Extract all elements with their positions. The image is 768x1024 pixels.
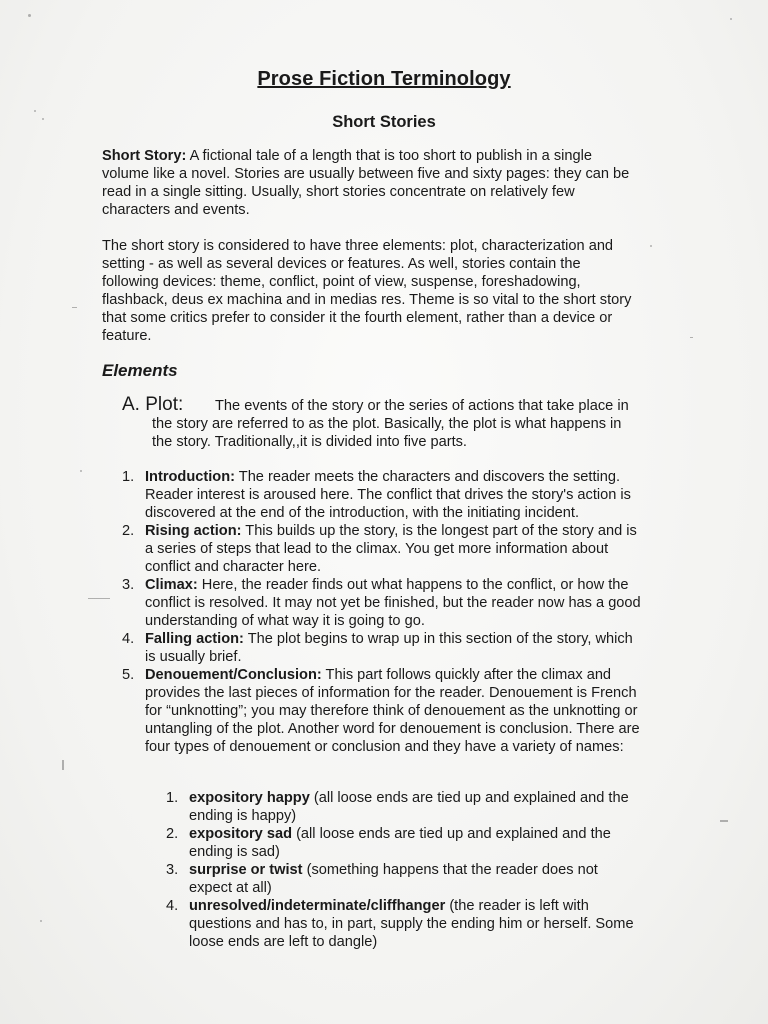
list-text: The reader meets the characters and discovers the setting. Reader interest is aroused here. The conflict that drives the story's action is discovered at the end of the introduction, with the initiating incident. bbox=[145, 469, 631, 521]
plot-definition bbox=[122, 396, 642, 451]
list-item bbox=[146, 897, 636, 951]
scan-speck bbox=[62, 760, 64, 770]
list-text: (all loose ends are tied up and explained and the ending is happy) bbox=[189, 790, 629, 824]
list-item bbox=[146, 861, 636, 897]
scan-speck bbox=[80, 470, 82, 472]
plot-parts-list bbox=[102, 468, 642, 756]
list-number: 1. bbox=[166, 790, 179, 806]
list-term: Rising action: bbox=[145, 523, 242, 539]
list-item bbox=[102, 576, 642, 630]
list-term: Falling action: bbox=[145, 631, 244, 647]
scan-speck bbox=[650, 245, 652, 247]
list-number: 4. bbox=[122, 631, 135, 647]
list-text: (all loose ends are tied up and explained and the ending is sad) bbox=[189, 826, 611, 860]
list-term: expository happy bbox=[189, 790, 310, 806]
denouement-types-list bbox=[146, 789, 636, 951]
intro-paragraph bbox=[102, 147, 632, 219]
list-item bbox=[146, 789, 636, 825]
scan-speck bbox=[34, 110, 36, 112]
list-text: This builds up the story, is the longest part of the story and is a series of steps that lead to the climax. You get more information about conflict and character here. bbox=[145, 523, 637, 575]
scan-speck bbox=[690, 337, 693, 338]
list-text: (the reader is left with questions and has to, in part, supply the ending him or herself. Some loose ends are left to dangle) bbox=[189, 898, 634, 950]
page-title: Prose Fiction Terminology bbox=[257, 68, 511, 90]
list-number: 4. bbox=[166, 898, 179, 914]
list-number: 3. bbox=[166, 862, 179, 878]
list-number: 1. bbox=[122, 469, 135, 485]
list-term: surprise or twist bbox=[189, 862, 303, 878]
list-term: expository sad bbox=[189, 826, 293, 842]
list-item bbox=[102, 468, 642, 522]
list-term: Introduction: bbox=[145, 469, 235, 485]
list-number: 3. bbox=[122, 577, 135, 593]
list-number: 2. bbox=[122, 523, 135, 539]
list-text: Here, the reader finds out what happens to the conflict, or how the conflict is resolved. It may not yet be finished, but the reader now has a good understanding of what way it is going to go. bbox=[145, 577, 641, 629]
list-item bbox=[146, 825, 636, 861]
scan-speck bbox=[40, 920, 42, 922]
list-item bbox=[102, 522, 642, 576]
list-item bbox=[102, 666, 642, 756]
list-number: 2. bbox=[166, 826, 179, 842]
list-text: The plot begins to wrap up in this section of the story, which is usually brief. bbox=[145, 631, 633, 665]
scan-speck bbox=[28, 14, 31, 17]
scan-speck bbox=[720, 820, 728, 822]
list-text: (something happens that the reader does not expect at all) bbox=[189, 862, 598, 896]
list-number: 5. bbox=[122, 667, 135, 683]
list-term: Climax: bbox=[145, 577, 198, 593]
list-item bbox=[102, 630, 642, 666]
intro-term: Short Story: bbox=[102, 148, 187, 164]
list-term: unresolved/indeterminate/cliffhanger bbox=[189, 898, 446, 914]
section-subtitle: Short Stories bbox=[332, 113, 436, 131]
list-text: This part follows quickly after the climax and provides the last pieces of information for the reader. Denouement is French for “unknotting”; you may therefore think of denouement as the unknotting or untangling of the plot. Another word for denouement is conclusion. There are four types of denouement or conclusion and they have a variety of names: bbox=[145, 667, 640, 755]
plot-text: The events of the story or the series of actions that take place in the story are referred to as the plot. Basically, the plot is what happens in the story. Traditionally,,it is divided into five parts. bbox=[152, 398, 629, 450]
scan-speck bbox=[72, 307, 77, 308]
scan-speck bbox=[730, 18, 732, 20]
list-term: Denouement/Conclusion: bbox=[145, 667, 322, 683]
elements-paragraph: The short story is considered to have three elements: plot, characterization and setting - as well as several devices or features. As well, stories contain the following devices: theme, conflict, point of view, suspense, foreshadowing, flashback, deus ex machina and in medias res. Theme is so vital to the short story that some critics prefer to consider it the fourth element, rather than a device or feature. bbox=[102, 238, 632, 344]
elements-heading: Elements bbox=[102, 361, 178, 380]
intro-text: A fictional tale of a length that is too short to publish in a single volume like a novel. Stories are usually between five and sixty pages: they can be read in a single sitting. Usually, short stories concentrate on relatively few characters and events. bbox=[102, 148, 630, 218]
plot-label: A. Plot: bbox=[122, 394, 184, 415]
